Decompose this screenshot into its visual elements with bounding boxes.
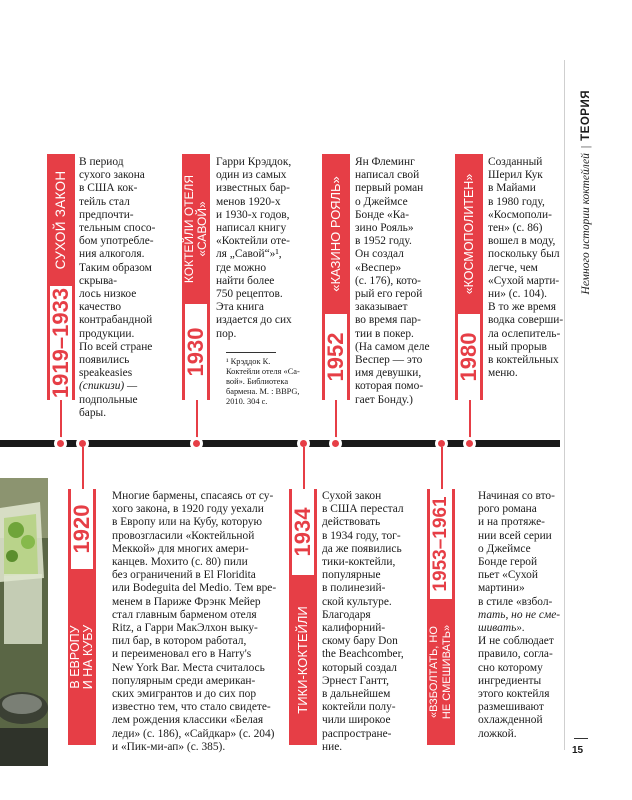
text-line: о Джеймсе — [355, 195, 408, 208]
page-number: 15 — [572, 745, 584, 756]
text-line: Он создал — [355, 248, 404, 261]
text-line: Шерил Кук — [488, 169, 543, 182]
text-line: действовать — [322, 516, 381, 529]
entry-year: 1980 — [456, 332, 481, 382]
text-line: По всей стране — [79, 340, 153, 353]
entry-year: 1953–1961 — [430, 496, 451, 592]
entry-text — [216, 156, 316, 341]
text-line: Эрнест Гантт, — [322, 674, 389, 687]
text-line: (На самом деле — [355, 340, 430, 353]
text-line: ние. — [322, 740, 343, 753]
text-line: качество — [79, 301, 122, 314]
text-line: Ritz, а Гарри МакЭлхон выку- — [112, 622, 258, 635]
text-line: тать, но не сме- — [478, 608, 561, 621]
text-line: канцев. Мохито (с. 80) пили — [112, 556, 248, 569]
text-line: издается до сих — [216, 314, 292, 327]
text-line: сно которому — [478, 661, 543, 674]
entry-banner-title: «КАЗИНО РОЯЛЬ» — [328, 176, 343, 292]
text-line: в США перестал — [322, 503, 404, 516]
section-title: Немного истории коктейлей — [580, 153, 592, 295]
text-line: пил бар, в котором работал, — [112, 635, 247, 648]
text-line: подпольные — [79, 393, 138, 406]
timeline-dot — [190, 437, 203, 450]
text-line: написал свой — [355, 169, 420, 182]
footnote — [226, 357, 322, 407]
text-line: и «Пик-ми-ап» (с. 385). — [112, 740, 226, 753]
banner-line: И НА КУБУ — [81, 624, 95, 690]
text-line: гает Бонду.) — [355, 393, 413, 406]
text-line: написал книгу — [216, 222, 287, 235]
text-line: ской культуре. — [322, 595, 392, 608]
text-line: в стиле «взбол- — [478, 595, 553, 608]
banner-line: «САВОЙ» — [195, 201, 209, 257]
text-line: тельным спосо- — [79, 222, 156, 235]
text-line: и 1930-х годов, — [216, 208, 290, 221]
text-line: менем в Париже Фрэнк Мейер — [112, 595, 261, 608]
text-line: (с. 176), кото- — [355, 274, 421, 287]
text-line: стал главным барменом отеля — [112, 608, 257, 621]
text-line: контрабандной — [79, 314, 153, 327]
text-line: продукции. — [79, 327, 135, 340]
entry-banner-title: ТИКИ-КОКТЕЙЛИ — [295, 606, 310, 714]
text-line: тии в покер. — [355, 327, 414, 340]
banner-line: В ЕВРОПУ — [68, 625, 82, 689]
entry-banner-title: «КОСМОПОЛИТЕН» — [462, 173, 476, 295]
cocktail-photo — [0, 478, 48, 766]
entry-year-box — [68, 489, 96, 569]
text-line: «Космополи- — [488, 208, 552, 221]
text-line: во время пар- — [355, 314, 421, 327]
text-line: распростране- — [322, 727, 392, 740]
entry-text — [79, 156, 179, 420]
entry-banner-title: СУХОЙ ЗАКОН — [53, 170, 68, 270]
text-line: популярные — [322, 569, 381, 582]
text-line: «Коктейли оте- — [216, 235, 290, 248]
text-line: Веспер — это — [355, 354, 423, 367]
text-line: меню. — [488, 367, 518, 380]
text-line: известных бар- — [216, 182, 290, 195]
text-line: Бонде герой — [478, 556, 538, 569]
text-line: скрыва- — [79, 274, 118, 287]
text-line: Созданный — [488, 156, 543, 168]
text-line: в 1952 году. — [355, 235, 412, 248]
text-line: тен» (с. 86) — [488, 222, 543, 235]
entry-year-box — [47, 286, 75, 400]
text-line: Благодаря — [322, 608, 371, 621]
text-line: ингредиенты — [478, 674, 542, 687]
entry-banner — [182, 154, 210, 304]
text-line: Гарри Крэддок, — [216, 156, 292, 168]
page-number-rule — [574, 738, 588, 739]
entry-year-box — [322, 314, 350, 400]
text-line: ла ослепитель- — [488, 327, 561, 340]
text-line: предпочти- — [79, 208, 134, 221]
timeline-connector — [441, 447, 443, 489]
text-line: охлажденной — [478, 714, 543, 727]
text-line: ских эмигрантов и до сих пор — [112, 688, 257, 701]
text-line: В период — [79, 156, 124, 168]
text-line: шивать». — [478, 622, 525, 635]
timeline-connector — [469, 400, 471, 442]
text-line: сухого закона — [79, 169, 145, 182]
entry-text — [322, 490, 426, 754]
timeline-connector — [60, 400, 62, 442]
text-line: имя девушки, — [355, 367, 422, 380]
text-line: в полинезий- — [322, 582, 386, 595]
banner-line: НЕ СМЕШИВАТЬ» — [441, 624, 453, 720]
text-line: тейль стал — [79, 195, 130, 208]
text-line: леди» (с. 186), «Сайдкар» (с. 204) — [112, 727, 275, 740]
text-line: этого коктейля — [478, 688, 550, 701]
entry-text — [112, 490, 282, 754]
entry-banner-title — [68, 569, 97, 745]
text-line: найти более — [216, 274, 275, 287]
text-line: провозгласили «Коктейльной — [112, 529, 255, 542]
entry-year: 1930 — [183, 327, 208, 377]
text-line: правило, согла- — [478, 648, 553, 661]
footnote-rule — [226, 352, 276, 353]
text-line: появились — [79, 354, 130, 367]
text-line: в 1980 году, — [488, 195, 545, 208]
entry-banner — [289, 575, 317, 745]
timeline-connector — [196, 400, 198, 442]
text-line: мартини» — [478, 582, 525, 595]
timeline-connector — [335, 400, 337, 442]
text-line: пор. — [216, 327, 237, 340]
entry-banner — [68, 569, 96, 745]
text-line: в дальнейшем — [322, 688, 391, 701]
text-line: в США кок- — [79, 182, 138, 195]
text-line: менов 1920-х — [216, 195, 281, 208]
text-line: первый роман — [355, 182, 424, 195]
text-line: без ограничений в El Floridita — [112, 569, 256, 582]
timeline-connector — [303, 447, 305, 489]
text-line: зино Рояль» — [355, 222, 414, 235]
text-line: легче, чем — [488, 261, 538, 274]
text-line: рого романа — [478, 503, 537, 516]
text-line: нии всей серии — [478, 529, 552, 542]
entry-year: 1920 — [69, 504, 94, 554]
entry-year-box — [427, 489, 455, 599]
text-line: лем рождения классики «Белая — [112, 714, 264, 727]
text-line: бары. — [79, 406, 107, 419]
text-line: водка соверши- — [488, 314, 564, 327]
text-line: в Майами — [488, 182, 536, 195]
text-line: (спикизи) — — [79, 380, 138, 393]
entry-year-box — [455, 314, 483, 400]
text-line: размешивают — [478, 701, 544, 714]
footnote-line: Коктейли отеля «Са- — [226, 367, 300, 376]
text-line: пьет «Сухой — [478, 569, 538, 582]
text-line: калифорний- — [322, 622, 386, 635]
footnote-line: ¹ Крэддок К. — [226, 357, 271, 366]
text-line: Таким образом — [79, 261, 152, 274]
text-line: Меккой» для многих амери- — [112, 542, 249, 555]
entry-year: 1952 — [323, 332, 348, 382]
timeline-dot — [463, 437, 476, 450]
entry-banner-title — [427, 599, 456, 745]
entry-banner — [427, 599, 455, 745]
text-line: о Джеймсе — [478, 542, 531, 555]
entry-banner — [455, 154, 483, 314]
text-line: в Европу или на Кубу, которую — [112, 516, 262, 529]
text-line: популярным среди американ- — [112, 674, 256, 687]
text-line: в коктейльных — [488, 354, 559, 367]
entry-year-box — [182, 304, 210, 400]
footnote-line: бармена. М. : BBPG, — [226, 387, 300, 396]
text-line: поскольку был — [488, 248, 560, 261]
text-line: Ян Флеминг — [355, 156, 415, 168]
text-line: Эта книга — [216, 301, 264, 314]
entry-banner-title — [182, 154, 211, 304]
chapter-title: ТЕОРИЯ — [580, 90, 592, 141]
text-line: который создал — [322, 661, 397, 674]
entry-banner — [322, 154, 350, 314]
footnote-line: 2010. 304 с. — [226, 397, 268, 406]
text-line: коктейли полу- — [322, 701, 396, 714]
text-line: ный прорыв — [488, 340, 547, 353]
text-line: «Веспер» — [355, 261, 402, 274]
text-line: и на протяже- — [478, 516, 545, 529]
text-line: известно тем, что стало свидете- — [112, 701, 271, 714]
text-line: И не соблюдает — [478, 635, 554, 648]
text-line: speakeasies — [79, 367, 133, 380]
text-line: New York Bar. Места считалось — [112, 661, 265, 674]
text-line: скому бару Don — [322, 635, 398, 648]
timeline-dot — [329, 437, 342, 450]
text-line: в 1934 году, тог- — [322, 529, 401, 542]
entry-banner — [47, 154, 75, 286]
timeline-connector — [82, 447, 84, 489]
banner-line: КОКТЕЙЛИ ОТЕЛЯ — [182, 174, 196, 284]
text-line: ния алкоголя. — [79, 248, 145, 261]
banner-line: «ВЗБОЛТАТЬ, НО — [428, 626, 440, 718]
text-line: ложкой. — [478, 727, 517, 740]
text-line: the Beachcomber, — [322, 648, 404, 661]
text-line: заказывает — [355, 301, 408, 314]
text-line: лось низкое — [79, 288, 137, 301]
text-line: и переименовал его в Harry's — [112, 648, 252, 661]
text-line: да же появились — [322, 542, 402, 555]
running-head-separator: | — [580, 145, 592, 149]
text-line: где можно — [216, 261, 267, 274]
text-line: рый его герой — [355, 288, 423, 301]
text-line: или Bodeguita del Medio. Тем вре- — [112, 582, 277, 595]
text-line: 750 рецептов. — [216, 288, 283, 301]
entry-text — [488, 156, 588, 380]
text-line: один из самых — [216, 169, 287, 182]
entry-year: 1934 — [290, 507, 315, 557]
timeline-dot — [54, 437, 67, 450]
text-line: В то же время — [488, 301, 557, 314]
footnote-line: вой». Библиотека — [226, 377, 289, 386]
text-line: вошел в моду, — [488, 235, 556, 248]
text-line: Начиная со вто- — [478, 490, 555, 502]
entry-text — [355, 156, 455, 407]
text-line: Многие бармены, спасаясь от су- — [112, 490, 274, 502]
text-line: чили широкое — [322, 714, 391, 727]
text-line: Бонде «Ка- — [355, 208, 410, 221]
text-line: хого закона, в 1920 году уехали — [112, 503, 264, 516]
entry-year: 1919–1933 — [48, 287, 73, 399]
text-line: бом употребле- — [79, 235, 154, 248]
text-line: «Сухой марти- — [488, 274, 560, 287]
entry-text — [478, 490, 568, 741]
text-line: ля „Савой“»¹, — [216, 248, 282, 261]
entry-year-box — [289, 489, 317, 575]
text-line: ни» (с. 104). — [488, 288, 548, 301]
text-line: Сухой закон — [322, 490, 382, 502]
text-line: тики-коктейли, — [322, 556, 396, 569]
text-line: которая помо- — [355, 380, 424, 393]
